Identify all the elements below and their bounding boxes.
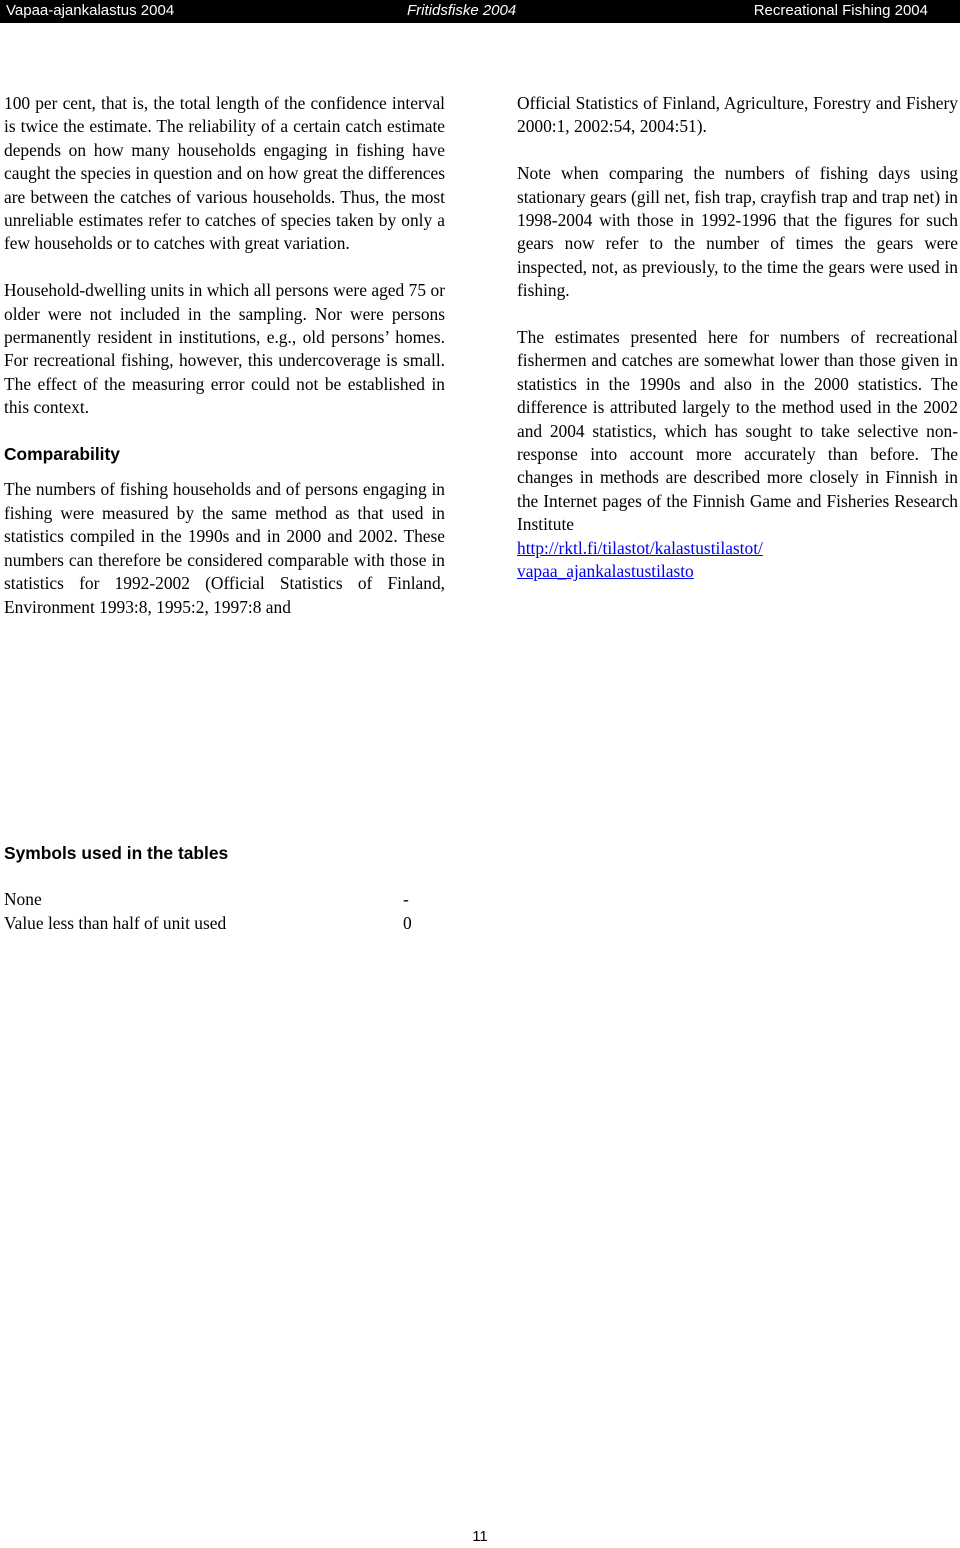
header-swedish-title: Fritidsfiske 2004 [407, 2, 517, 19]
rktl-link-line2[interactable]: vapaa_ajankalastustilasto [517, 561, 694, 582]
header-english-title: Recreational Fishing 2004 [753, 2, 928, 19]
symbols-heading: Symbols used in the tables [4, 843, 229, 863]
symbol-value: 0 [403, 912, 412, 933]
symbol-label: Value less than half of unit used [4, 912, 227, 933]
symbol-row [4, 912, 434, 935]
paragraph-estimates: The estimates presented here for numbers of recreational fishermen and catches are somewhat lower than those given in statistics in the 1990s and also in the 2000 statistics. The difference is attributed largely to the method used in the 2002 and 2004 statistics, which has sought to take selective non-response into account more accurately than before. The changes in methods are described more closely in Finnish in the Internet pages of the Finnish Game and Fisheries Research Institute [517, 327, 958, 535]
paragraph-stationary-gears: Note when comparing the numbers of fishing days using stationary gears (gill net, fish trap, crayfish trap and trap net) in 1998-2004 with those in 1992-1996 that the figures for such gears now refer to the number of times the gears were inspected, not, as previously, to the time the gears were used in fishing. [517, 163, 958, 301]
paragraph-comparability: The numbers of fishing households and of persons engaging in fishing were measured by the same method as that used in statistics compiled in the 1990s and in 2000 and 2002. These numbers can therefore be considered comparable with those in statistics for 1992-2002 (Official Statistics of Finland, Environment 1993:8, 1995:2, 1997:8 and [4, 479, 445, 617]
right-column [517, 92, 958, 584]
left-column [4, 92, 445, 642]
header-finnish-title: Vapaa-ajankalastus 2004 [6, 2, 175, 19]
symbol-row [4, 888, 434, 911]
paragraph-confidence-interval: 100 per cent, that is, the total length of the confidence interval is twice the estimate. The reliability of a certain catch estimate depends on how many households engaging in fishing have caught the species in question and on how great the differences are between the catches of various households. Thus, the most unreliable estimates refer to catches of species taken by only a few households or to catches with great variation. [4, 93, 445, 254]
paragraph-official-statistics: Official Statistics of Finland, Agriculture, Forestry and Fishery 2000:1, 2002:54, 2004:51). [517, 93, 958, 137]
running-header [0, 0, 960, 23]
symbol-label: None [4, 889, 42, 910]
section-heading-comparability: Comparability [4, 444, 120, 465]
symbols-section [4, 842, 434, 935]
page-number: 11 [472, 1528, 488, 1545]
paragraph-undercoverage: Household-dwelling units in which all persons were aged 75 or older were not included in the sampling. Nor were persons permanently resident in institutions, e.g., old persons’ homes. For recreational fishing, however, this undercoverage is small. The effect of the measuring error could not be established in this context. [4, 280, 445, 418]
symbol-value: - [403, 889, 409, 910]
rktl-link-line1[interactable]: http://rktl.fi/tilastot/kalastustilastot/ [517, 537, 763, 558]
